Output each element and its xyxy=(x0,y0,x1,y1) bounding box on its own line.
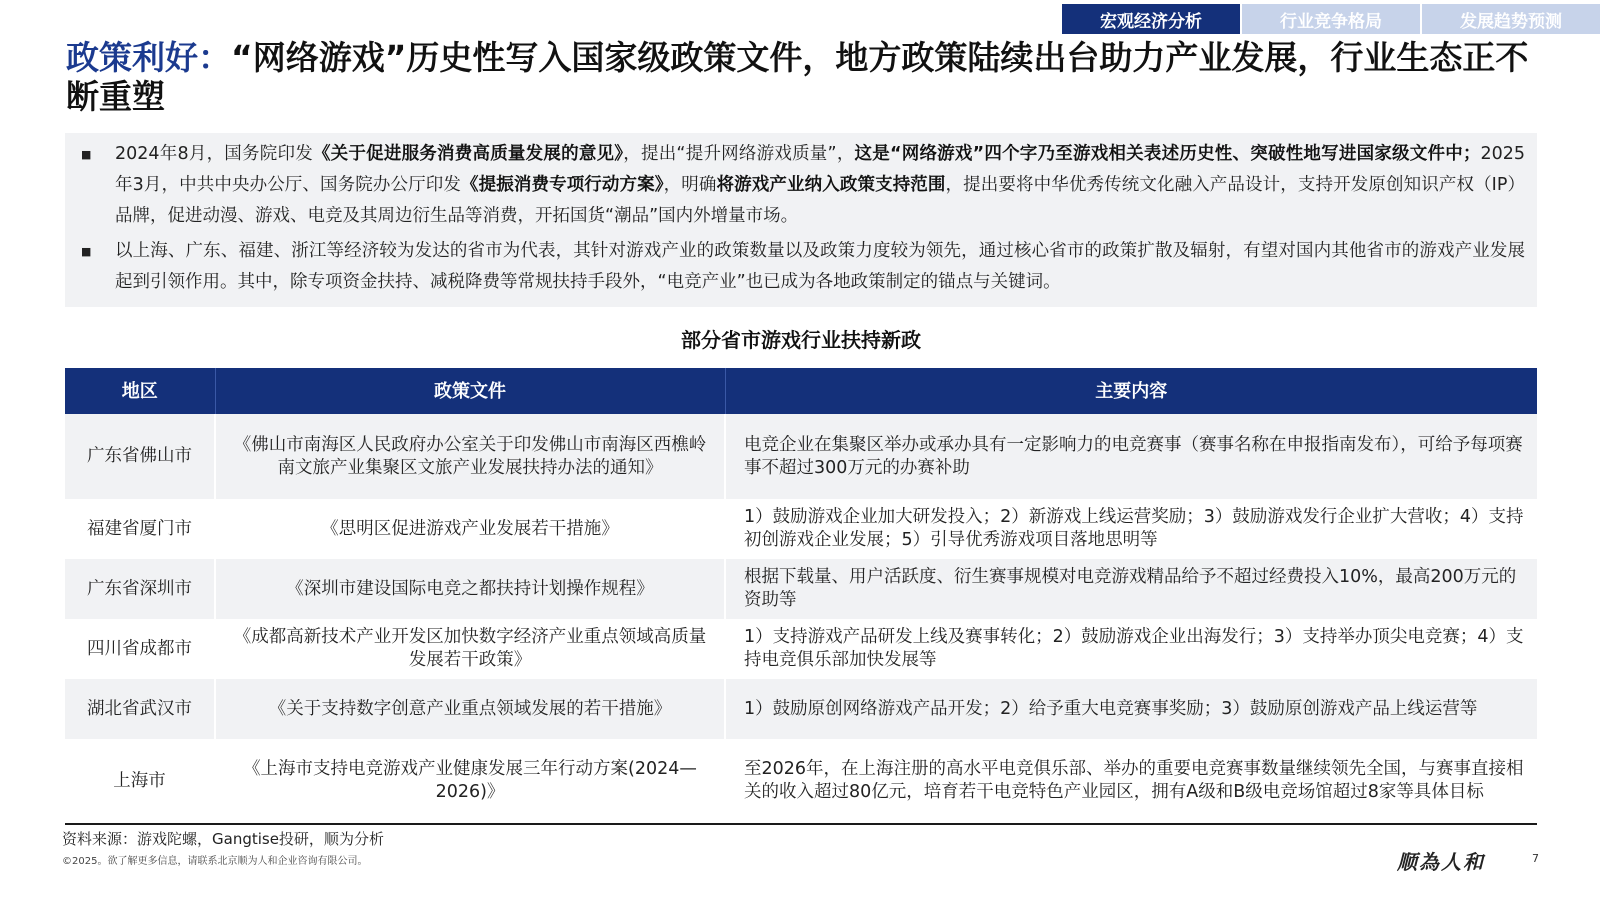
summary-box xyxy=(65,133,1537,307)
cell-content: 1）鼓励原创网络游戏产品开发；2）给予重大电竞赛事奖励；3）鼓励原创游戏产品上线运营等 xyxy=(725,679,1537,739)
bullet1-part3: 2025年3月，中共中央办公厅、国务院办公厅印发 xyxy=(115,144,1525,195)
cell-region: 福建省厦门市 xyxy=(65,499,215,559)
tab-macro-economy[interactable]: 宏观经济分析 xyxy=(1062,4,1240,34)
bullet-square-icon: ■ xyxy=(81,148,92,161)
cell-doc: 《关于支持数字创意产业重点领域发展的若干措施》 xyxy=(215,679,725,739)
header-content: 主要内容 xyxy=(725,368,1537,414)
summary-bullet xyxy=(81,139,1525,232)
bullet1-part4: ，明确 xyxy=(663,175,717,195)
cell-region: 上海市 xyxy=(65,739,215,824)
cell-doc: 《思明区促进游戏产业发展若干措施》 xyxy=(215,499,725,559)
page-number: 7 xyxy=(1532,852,1539,865)
source-note: 资料来源：游戏陀螺，Gangtise投研，顺为分析 xyxy=(62,830,384,848)
bullet-text xyxy=(115,139,1525,232)
bullet1-bold2: 这是“网络游戏”四个字乃至游戏相关表述历史性、突破性地写进国家级文件中； xyxy=(854,144,1481,164)
table-row xyxy=(65,414,1537,499)
bullet1-part5: ，提出要将中华优秀传统文化融入产品设计，支持开发原创知识产权（IP）品牌，促进动漫、游戏、电竞及其周边衍生品等消费，开拓国货“潮品”国内外增量市场。 xyxy=(115,175,1526,226)
cell-content: 1）鼓励游戏企业加大研发投入；2）新游戏上线运营奖励；3）鼓励游戏发行企业扩大营收；4）支持初创游戏企业发展；5）引导优秀游戏项目落地思明等 xyxy=(725,499,1537,559)
bullet2-text: 以上海、广东、福建、浙江等经济较为发达的省市为代表，其针对游戏产业的政策数量以及政策力度较为领先，通过核心省市的政策扩散及辐射，有望对国内其他省市的游戏产业发展起到引领作用。其中，除专项资金扶持、减税降费等常规扶持手段外，“电竞产业”也已成为各地政策制定的锚点与关键词。 xyxy=(115,241,1525,292)
cell-region: 四川省成都市 xyxy=(65,619,215,679)
bullet1-bold4: 将游戏产业纳入政策支持范围 xyxy=(716,175,946,195)
table-row xyxy=(65,559,1537,619)
cell-content: 电竞企业在集聚区举办或承办具有一定影响力的电竞赛事（赛事名称在申报指南发布），可给予每项赛事不超过300万元的办赛补助 xyxy=(725,414,1537,499)
copyright-note: ©2025。欲了解更多信息，请联系北京顺为人和企业咨询有限公司。 xyxy=(62,856,368,867)
cell-content: 1）支持游戏产品研发上线及赛事转化；2）鼓励游戏企业出海发行；3）支持举办顶尖电竞赛；4）支持电竞俱乐部加快发展等 xyxy=(725,619,1537,679)
header-doc: 政策文件 xyxy=(215,368,725,414)
title-highlight: 政策利好： xyxy=(66,38,231,77)
table-header-row xyxy=(65,368,1537,414)
bullet1-bold3: 《提振消费专项行动方案》 xyxy=(460,175,664,195)
tab-industry-competition[interactable]: 行业竞争格局 xyxy=(1242,4,1420,34)
summary-bullet xyxy=(81,236,1525,298)
policy-table xyxy=(65,368,1537,825)
table-row xyxy=(65,679,1537,739)
bullet1-part1: 2024年8月，国务院印发 xyxy=(115,144,313,164)
cell-content: 根据下载量、用户活跃度、衍生赛事规模对电竞游戏精品给予不超过经费投入10%，最高200万元的资助等 xyxy=(725,559,1537,619)
section-tabs xyxy=(1062,4,1600,34)
cell-content: 至2026年，在上海注册的高水平电竞俱乐部、举办的重要电竞赛事数量继续领先全国，与赛事直接相关的收入超过80亿元，培育若干电竞特色产业园区，拥有A级和B级电竞场馆超过8家等具体目标 xyxy=(725,739,1537,824)
cell-region: 广东省佛山市 xyxy=(65,414,215,499)
bullet1-bold1: 《关于促进服务消费高质量发展的意见》 xyxy=(312,144,624,164)
tab-trend-forecast[interactable]: 发展趋势预测 xyxy=(1422,4,1600,34)
table-row xyxy=(65,499,1537,559)
cell-doc: 《上海市支持电竞游戏产业健康发展三年行动方案(2024—2026)》 xyxy=(215,739,725,824)
table-title: 部分省市游戏行业扶持新政 xyxy=(681,328,921,352)
bullet-square-icon: ■ xyxy=(81,245,92,258)
header-region: 地区 xyxy=(65,368,215,414)
table-row xyxy=(65,619,1537,679)
title-text: “网络游戏”历史性写入国家级政策文件，地方政策陆续出台助力产业发展，行业生态正不断重塑 xyxy=(66,38,1529,116)
cell-region: 湖北省武汉市 xyxy=(65,679,215,739)
cell-doc: 《成都高新技术产业开发区加快数字经济产业重点领域高质量发展若干政策》 xyxy=(215,619,725,679)
company-logo: 顺為人和 xyxy=(1397,850,1485,874)
table-row xyxy=(65,739,1537,824)
page-title xyxy=(66,38,1556,116)
cell-doc: 《深圳市建设国际电竞之都扶持计划操作规程》 xyxy=(215,559,725,619)
cell-doc: 《佛山市南海区人民政府办公室关于印发佛山市南海区西樵岭南文旅产业集聚区文旅产业发展扶持办法的通知》 xyxy=(215,414,725,499)
cell-region: 广东省深圳市 xyxy=(65,559,215,619)
bullet1-part2: ，提出“提升网络游戏质量”， xyxy=(623,144,855,164)
